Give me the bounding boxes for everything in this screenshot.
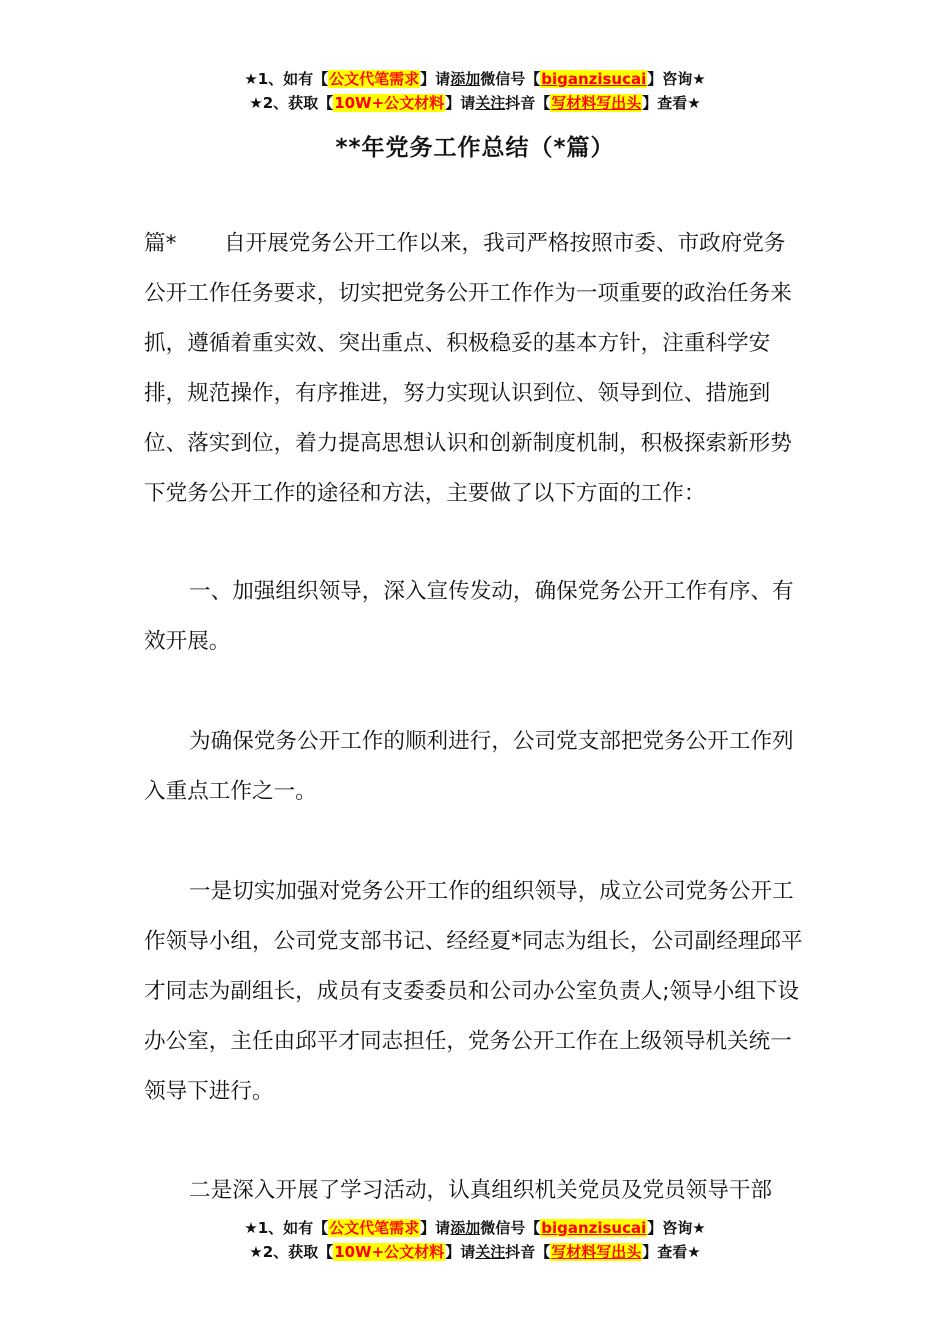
banner-highlight: 10W+公文材料 [334, 94, 445, 112]
banner-text: 】咨询★ [647, 1219, 706, 1237]
header-banner [0, 67, 950, 115]
banner-underline: 关注 [475, 94, 506, 112]
banner-text: 抖音【 [505, 1243, 551, 1261]
banner-text: 】咨询★ [647, 70, 706, 88]
banner-text: 微信号【 [480, 1219, 541, 1237]
banner-line-1 [0, 67, 950, 91]
banner-text: 】查看★ [642, 94, 701, 112]
banner-text: ★1、如有【 [244, 70, 329, 88]
banner-underline: 关注 [475, 1243, 506, 1261]
banner-text: 】查看★ [642, 1243, 701, 1261]
banner-highlight: 公文代笔需求 [329, 1219, 420, 1237]
paragraph-section-heading: 一、加强组织领导，深入宣传发动，确保党务公开工作有序、有效开展。 [144, 579, 794, 654]
footer-banner [0, 1216, 950, 1264]
banner-underline: 添加 [450, 70, 481, 88]
banner-text: ★2、获取【 [249, 94, 334, 112]
banner-wechat-id: biganzisucai [541, 1219, 647, 1237]
banner-text: ★1、如有【 [244, 1219, 329, 1237]
document-title: **年党务工作总结（*篇） [335, 135, 615, 161]
banner-text: 】请 [420, 70, 451, 88]
banner-underline: 添加 [450, 1219, 481, 1237]
banner-highlight: 10W+公文材料 [334, 1243, 445, 1261]
paragraph: 二是深入开展了学习活动，认真组织机关党员及党员领导干部 [189, 1178, 773, 1203]
banner-highlight: 公文代笔需求 [329, 70, 420, 88]
banner-line-1 [0, 1216, 950, 1240]
paragraph: 一是切实加强对党务公开工作的组织领导，成立公司党务公开工作领导小组，公司党支部书记、经经夏*同志为组长，公司副经理邱平才同志为副组长，成员有支委委员和公司办公室负责人;领导小组下设办公室，主任由邱平才同志担任，党务公开工作在上级领导机关统一领导下进行。 [144, 879, 803, 1104]
banner-text: ★2、获取【 [249, 1243, 334, 1261]
paragraph-lead: 篇* [144, 231, 177, 256]
paragraph-intro [144, 219, 806, 519]
banner-wechat-id: biganzisucai [541, 70, 647, 88]
banner-text: 抖音【 [505, 94, 551, 112]
banner-douyin-id: 写材料写出头 [551, 1243, 642, 1261]
banner-douyin-id: 写材料写出头 [551, 94, 642, 112]
banner-text: 微信号【 [480, 70, 541, 88]
banner-line-2 [0, 1240, 950, 1264]
paragraph: 为确保党务公开工作的顺利进行，公司党支部把党务公开工作列入重点工作之一。 [144, 729, 794, 804]
paragraph-text: 自开展党务公开工作以来，我司严格按照市委、市政府党务公开工作任务要求，切实把党务公开工作作为一项重要的政治任务来抓，遵循着重实效、突出重点、积极稳妥的基本方针，注重科学安排，规范操作，有序推进，努力实现认识到位、领导到位、措施到位、落实到位，着力提高思想认识和创新制度机制，积极探索新形势下党务公开工作的途径和方法，主要做了以下方面的工作： [144, 231, 792, 506]
banner-text: 】请 [445, 94, 476, 112]
banner-line-2 [0, 91, 950, 115]
banner-text: 】请 [445, 1243, 476, 1261]
banner-text: 】请 [420, 1219, 451, 1237]
